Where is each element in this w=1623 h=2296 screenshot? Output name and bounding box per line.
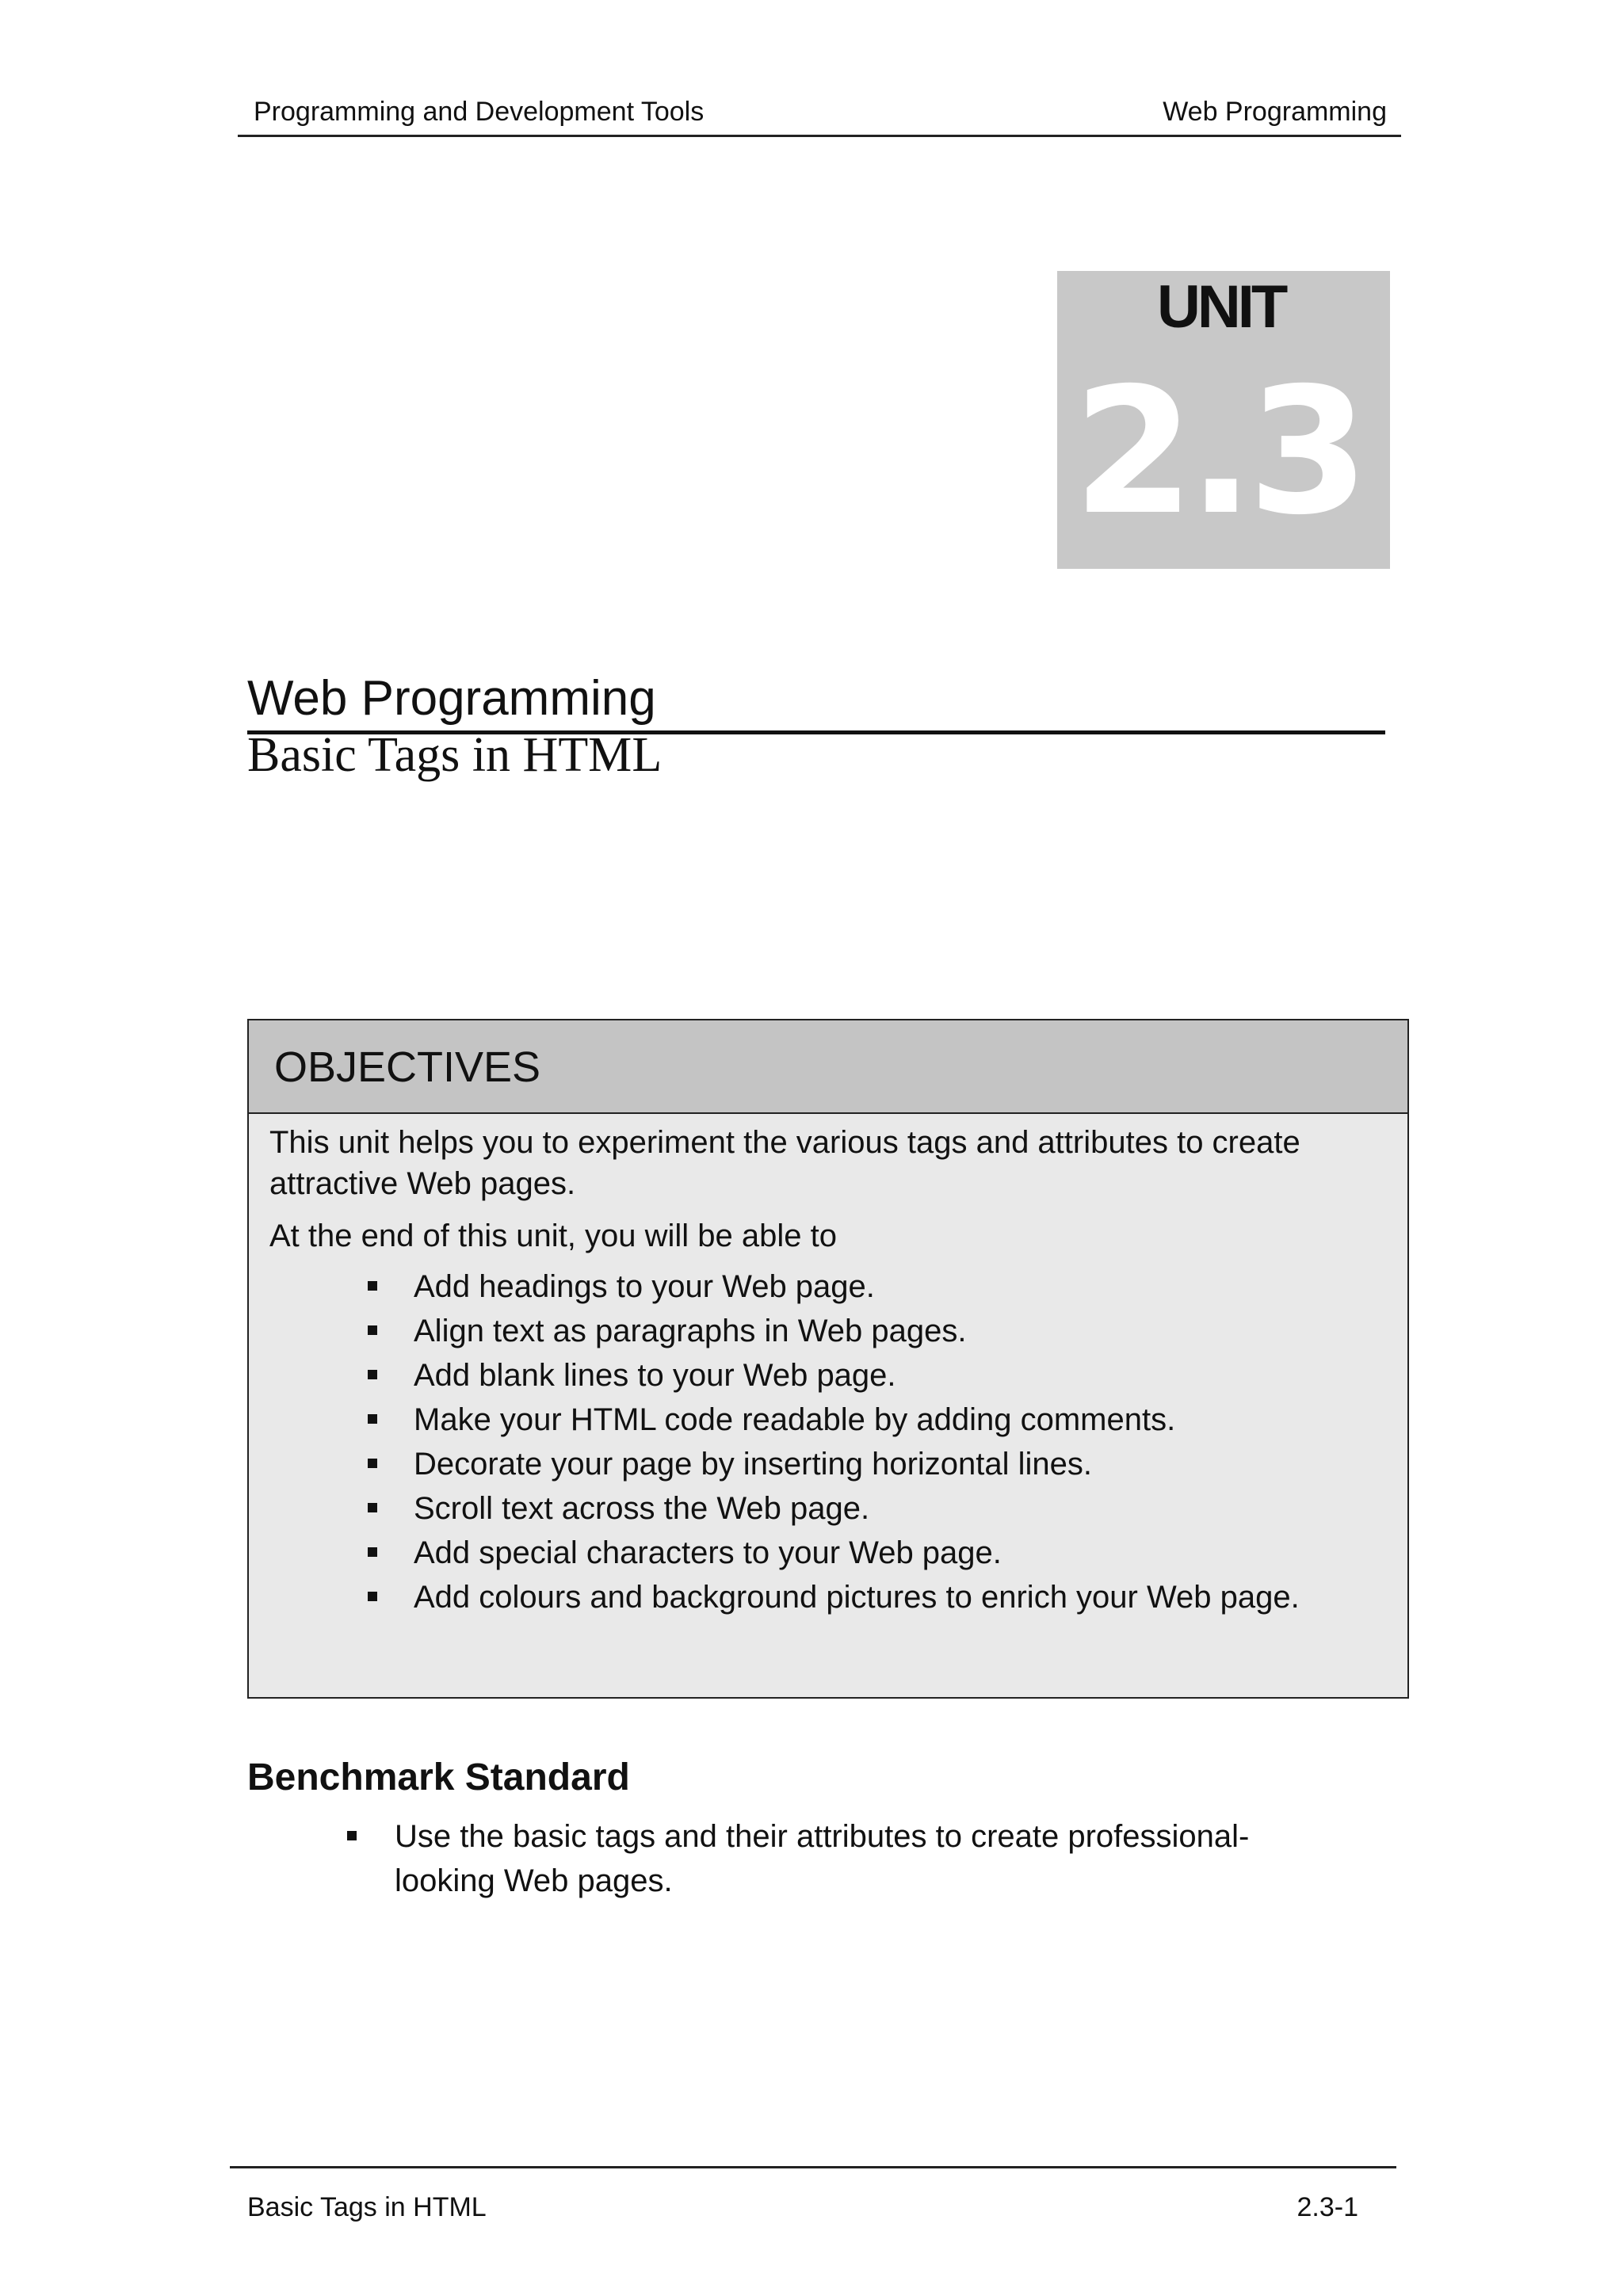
- square-bullet-icon: [368, 1325, 377, 1335]
- objective-text: Add colours and background pictures to enrich your Web page.: [414, 1580, 1300, 1615]
- objectives-heading: OBJECTIVES: [274, 1043, 541, 1091]
- list-item: [368, 1486, 1300, 1531]
- objective-text: Align text as paragraphs in Web pages.: [414, 1314, 967, 1348]
- header-course-title: Programming and Development Tools: [254, 97, 705, 127]
- list-item: [347, 1814, 1322, 1903]
- benchmark-text: Use the basic tags and their attributes to create professional-looking Web pages.: [395, 1819, 1250, 1898]
- page-header: [238, 93, 1401, 137]
- list-item: [368, 1575, 1300, 1619]
- benchmark-heading: Benchmark Standard: [247, 1756, 630, 1798]
- page-number: 2.3-1: [1296, 2192, 1358, 2222]
- objective-text: Add special characters to your Web page.: [414, 1535, 1002, 1570]
- square-bullet-icon: [368, 1459, 377, 1468]
- footer-title: Basic Tags in HTML: [247, 2192, 487, 2222]
- square-bullet-icon: [368, 1414, 377, 1424]
- objective-text: Add headings to your Web page.: [414, 1269, 875, 1304]
- objectives-list: [368, 1264, 1300, 1619]
- objectives-box: [247, 1019, 1409, 1699]
- page-title: Web Programming: [247, 671, 656, 726]
- objective-text: Add blank lines to your Web page.: [414, 1358, 896, 1393]
- title-row: [247, 667, 1385, 734]
- list-item: [368, 1531, 1300, 1575]
- list-item: [368, 1264, 1300, 1309]
- page-footer: [230, 2166, 1396, 2222]
- objectives-lead: At the end of this unit, you will be able to: [269, 1219, 837, 1253]
- benchmark-list: [347, 1814, 1322, 1903]
- square-bullet-icon: [347, 1831, 357, 1840]
- objective-text: Make your HTML code readable by adding comments.: [414, 1402, 1176, 1437]
- objective-text: Scroll text across the Web page.: [414, 1491, 870, 1526]
- list-item: [368, 1309, 1300, 1353]
- square-bullet-icon: [368, 1370, 377, 1379]
- list-item: [368, 1353, 1300, 1398]
- header-section-title: Web Programming: [1163, 97, 1387, 127]
- square-bullet-icon: [368, 1281, 377, 1291]
- unit-label: UNIT: [1157, 273, 1285, 341]
- list-item: [368, 1398, 1300, 1442]
- page-subtitle: Basic Tags in HTML: [247, 728, 663, 782]
- objectives-header: [249, 1020, 1407, 1114]
- unit-number: 2.3: [1073, 350, 1363, 553]
- square-bullet-icon: [368, 1503, 377, 1512]
- list-item: [368, 1442, 1300, 1486]
- unit-badge: [1057, 271, 1390, 569]
- objectives-intro: This unit helps you to experiment the various tags and attributes to create attractive Web pages.: [269, 1125, 1300, 1201]
- square-bullet-icon: [368, 1592, 377, 1601]
- square-bullet-icon: [368, 1547, 377, 1557]
- objective-text: Decorate your page by inserting horizontal lines.: [414, 1447, 1093, 1482]
